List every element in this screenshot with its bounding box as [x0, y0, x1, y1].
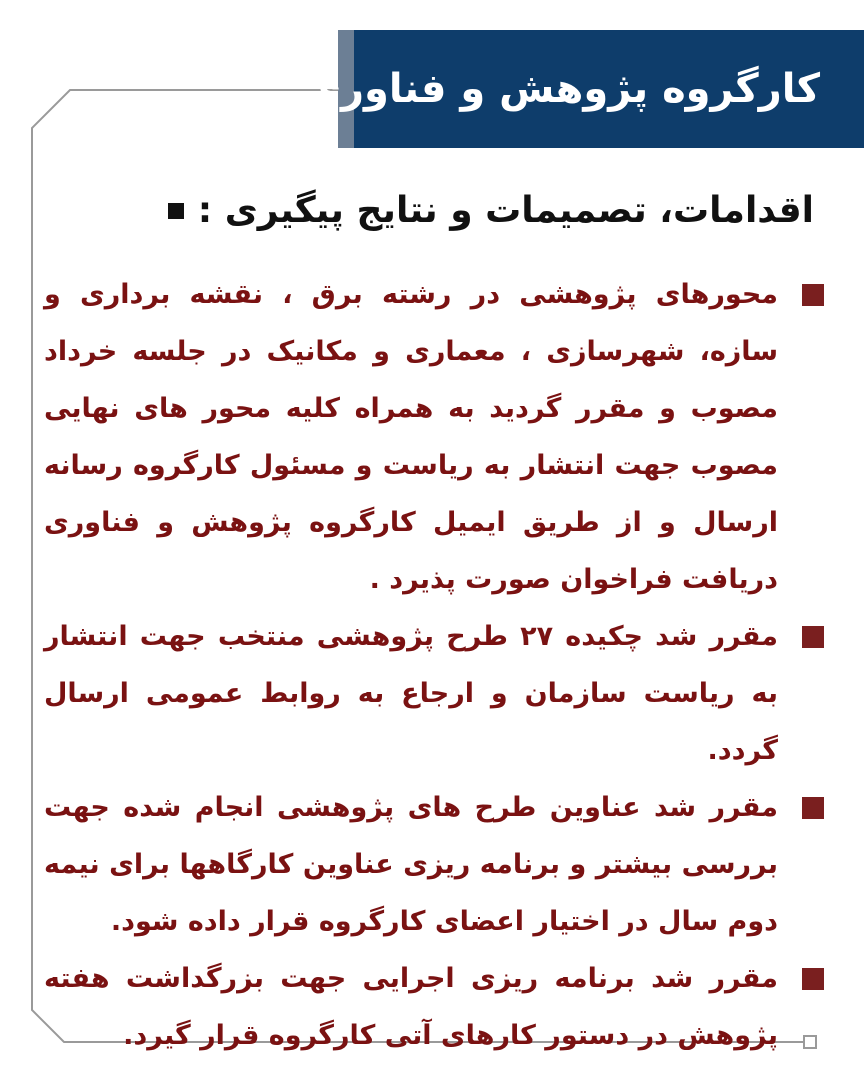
heading-bullet-icon — [168, 203, 184, 219]
section-heading-text: اقدامات، تصمیمات و نتایج پیگیری : — [197, 190, 814, 231]
page-title: کارگروه پژوهش و فناوری — [304, 66, 820, 112]
list-item — [44, 266, 824, 608]
square-bullet-icon — [802, 626, 824, 648]
section-heading — [168, 190, 814, 231]
list-item-text: مقرر شد چکیده ۲۷ طرح پژوهشی منتخب جهت انتشار به ریاست سازمان و ارجاع به روابط عمومی ارسال گردد. — [44, 621, 778, 766]
list-item — [44, 779, 824, 950]
list-item — [44, 950, 824, 1064]
decisions-list — [44, 266, 824, 1064]
list-item — [44, 608, 824, 779]
list-item-text: مقرر شد برنامه ریزی اجرایی جهت بزرگداشت هفته پژوهش در دستور کارهای آتی کارگروه قرار گیرد. — [44, 963, 778, 1051]
square-bullet-icon — [802, 968, 824, 990]
list-item-text: مقرر شد عناوین طرح های پژوهشی انجام شده جهت بررسی بیشتر و برنامه ریزی عناوین کارگاهها برای نیمه دوم سال در اختیار اعضای کارگروه قرار داده شود. — [44, 792, 778, 937]
list-item-text: محورهای پژوهشی در رشته برق ، نقشه برداری و سازه، شهرسازی ، معماری و مکانیک در جلسه خرداد مصوب و مقرر گردید به همراه کلیه محور های نهایی مصوب جهت انتشار به ریاست و مسئول کارگروه رسانه ارسال و از طریق ایمیل کارگروه پژوهش و فناوری دریافت فراخوان صورت پذیرد . — [44, 279, 778, 595]
square-bullet-icon — [802, 797, 824, 819]
header-banner — [304, 30, 864, 148]
square-bullet-icon — [802, 284, 824, 306]
